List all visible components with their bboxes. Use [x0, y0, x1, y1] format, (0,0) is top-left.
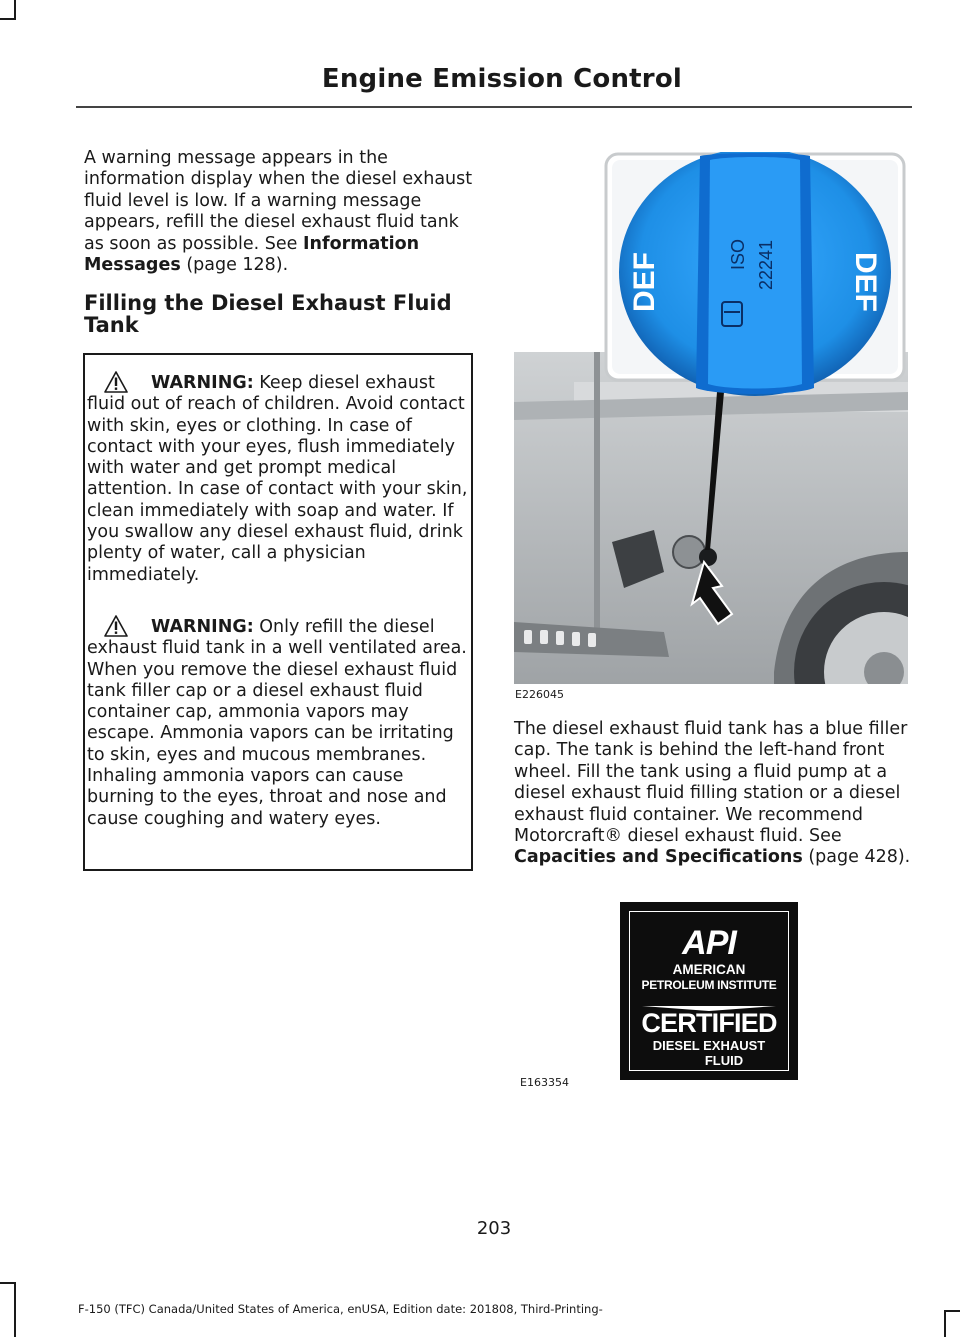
api-arrow-divider — [642, 996, 776, 1002]
warning-box — [83, 353, 473, 871]
section-heading: Filling the Diesel Exhaust Fluid Tank — [84, 291, 452, 337]
warning-triangle-icon — [104, 371, 128, 393]
intro-paragraph — [84, 148, 476, 276]
page-title: Engine Emission Control — [321, 64, 682, 94]
intro-text: A warning message appears in the information display when the diesel exhaust fluid level is low. If a warning message appears, refill the diesel exhaust fluid tank as soon as possible. See — [84, 148, 473, 254]
warning-triangle-icon — [104, 615, 128, 637]
warning-label: WARNING: — [151, 617, 254, 637]
header-divider — [76, 106, 912, 108]
crop-mark — [14, 1282, 16, 1337]
cap-label-iso: ISO — [728, 238, 748, 270]
warning-label: WARNING: — [151, 373, 254, 393]
capacities-link[interactable]: Capacities and Specifications — [514, 847, 803, 868]
figure-code: E226045 — [515, 688, 564, 701]
api-certification-logo — [620, 902, 798, 1080]
cap-label-def-right: DEF — [849, 252, 882, 312]
api-line-petroleum: PETROLEUM INSTITUTE — [641, 978, 777, 992]
def-filler-cap-illustration — [514, 152, 908, 684]
def-tank-text: The diesel exhaust fluid tank has a blue filler cap. The tank is behind the left-hand front wheel. Fill the tank using a fluid pump at a diesel exhaust fluid filling station or a diesel exhaust fluid container. We recommend Motorcraft® diesel exhaust fluid. See — [514, 719, 908, 847]
api-line-certified: CERTIFIED — [641, 1008, 777, 1038]
warning-text: Keep diesel exhaust fluid out of reach of children. Avoid contact with skin, eyes or clothing. In case of contact with your eyes, flush immediately with water and get prompt medical attention. In case of contact with your skin, clean immediately with soap and water. If you swallow any diesel exhaust fluid, drink plenty of water, call a physician immediately. — [87, 373, 468, 585]
figure-code: E163354 — [520, 1076, 569, 1089]
cap-label-def-left: DEF — [628, 252, 661, 312]
information-messages-link[interactable]: Information Messages — [84, 233, 420, 276]
crop-mark — [944, 1310, 946, 1337]
footer-text: F-150 (TFC) Canada/United States of America, enUSA, Edition date: 201808, Third-Printing- — [78, 1302, 603, 1316]
crop-mark — [14, 0, 16, 20]
api-line-fluid: FLUID — [704, 1053, 744, 1068]
def-tank-paragraph — [514, 719, 912, 869]
def-tank-page-ref: (page 428). — [802, 847, 911, 868]
api-wordmark: API — [682, 924, 736, 962]
warning-block — [85, 617, 471, 830]
page-number: 203 — [476, 1218, 512, 1239]
crop-mark — [944, 1310, 960, 1312]
crop-mark — [0, 18, 16, 20]
warning-text: Only refill the diesel exhaust fluid tank in a well ventilated area. When you remove the diesel exhaust fluid tank filler cap or a diesel exhaust fluid container cap, ammonia vapors may escape. Ammonia vapors can be irritating to skin, eyes and mucous membranes. Inhaling ammonia vapors can cause burning to the eyes, throat and nose and cause coughing and watery eyes. — [87, 617, 467, 829]
cap-label-iso-number: 22241 — [756, 239, 776, 290]
api-logo-frame — [629, 911, 789, 1071]
api-line-diesel-exhaust: DIESEL EXHAUST — [652, 1038, 766, 1053]
warning-block — [85, 373, 471, 586]
intro-page-ref: (page 128). — [180, 255, 289, 276]
api-line-american: AMERICAN — [672, 962, 746, 977]
crop-mark — [0, 1282, 16, 1284]
